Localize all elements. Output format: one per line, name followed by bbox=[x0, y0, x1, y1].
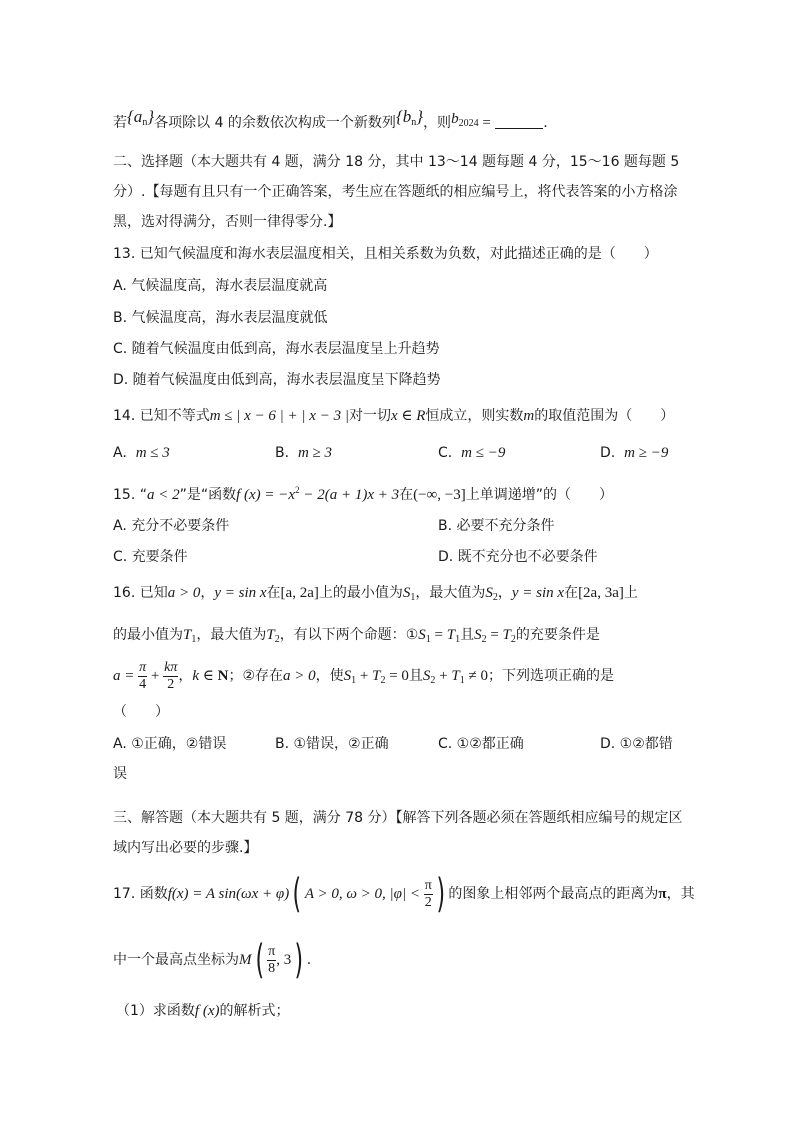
q16-l1a: 16. 已知 bbox=[113, 585, 168, 601]
q17-num: 17. 函数 bbox=[113, 886, 168, 902]
kpi-over-2 bbox=[163, 660, 178, 693]
q13-option-a[interactable]: A. 气候温度高，海水表层温度就高 bbox=[113, 278, 328, 294]
plus: + bbox=[435, 668, 452, 684]
q13-stem: 13. 已知气候温度和海水表层温度相关，且相关系数为负数，对此描述正确的是（ ） bbox=[113, 246, 658, 262]
frac-den: 4 bbox=[139, 676, 147, 692]
seq-b-brace: {b bbox=[395, 107, 412, 126]
t-sub1: 1 bbox=[459, 675, 465, 686]
s-sub2: 2 bbox=[481, 634, 487, 645]
t-sym: T bbox=[372, 668, 381, 684]
b-sub: 2024 bbox=[458, 118, 479, 129]
frac-den: 8 bbox=[268, 960, 276, 976]
q16-l1d: 上的最小值为 bbox=[318, 585, 403, 601]
and-2: 且 bbox=[408, 668, 423, 684]
q17-line1 bbox=[113, 872, 695, 916]
q16-line1 bbox=[113, 583, 638, 608]
left-paren: ( bbox=[292, 871, 302, 917]
section3-line2: 域内写出必要的步骤.】 bbox=[113, 840, 258, 856]
q12-equals: = bbox=[478, 115, 491, 131]
q15-tail: 上单调递增”的（ ） bbox=[465, 487, 613, 503]
q16-eq2 bbox=[474, 627, 516, 643]
q16-option-b[interactable]: B. ①错误，②正确 bbox=[275, 736, 389, 752]
s-sub1: 1 bbox=[425, 634, 431, 645]
q15-func2: − 2(a + 1)x + 3 bbox=[299, 487, 400, 503]
q16-interval1: [a, 2a] bbox=[280, 585, 319, 601]
q16-option-c[interactable]: C. ①②都正确 bbox=[438, 736, 524, 752]
q13-option-b[interactable]: B. 气候温度高，海水表层温度就低 bbox=[113, 310, 328, 326]
q15-interval: (−∞, −3] bbox=[413, 487, 466, 503]
section2-line2: 分）.【每题有且只有一个正确答案，考生应在答题纸的相应编号上，将代表答案的小方格涂 bbox=[113, 184, 678, 200]
q12-tail-line: 若$\{a_n\}$各项除以 4 的余数依次构成一个新数列$\{b_n\}$，则$b_{2024}$ = . bbox=[113, 107, 548, 131]
and-1: 且 bbox=[460, 627, 475, 643]
q14-m: m bbox=[523, 408, 535, 424]
q14-option-b[interactable] bbox=[275, 443, 332, 463]
s-sym: S bbox=[474, 627, 482, 643]
s-sym: S bbox=[402, 585, 411, 601]
q14-num: 14. 已知不等式 bbox=[113, 408, 210, 424]
q12-prefix: 若 bbox=[113, 115, 127, 131]
q15-option-a[interactable]: A. 充分不必要条件 bbox=[113, 518, 230, 534]
q16-l1b: ， bbox=[200, 585, 215, 601]
q16-S1 bbox=[403, 585, 416, 601]
q16-option-a[interactable]: A. ①正确，②错误 bbox=[113, 736, 227, 752]
q16-T1 bbox=[183, 627, 196, 643]
pi-over-4 bbox=[138, 660, 147, 693]
t-sym: T bbox=[183, 627, 192, 643]
q16-sum1 bbox=[344, 668, 409, 684]
q16-option-d[interactable]: D. ①②都错 bbox=[600, 736, 673, 752]
circled-2: ② bbox=[242, 668, 256, 684]
q14-tail2: 的取值范围为（ ） bbox=[534, 408, 675, 424]
frac-num: π bbox=[139, 659, 147, 675]
q17-period: . bbox=[306, 952, 312, 968]
frac-num: kπ bbox=[164, 659, 178, 675]
t-sub2: 2 bbox=[274, 634, 280, 645]
point-m: M bbox=[239, 952, 252, 968]
right-paren: ) bbox=[294, 937, 304, 983]
q14-d-value: m ≥ −9 bbox=[624, 445, 669, 461]
q16-l2d: 的充要条件是 bbox=[515, 627, 600, 643]
eq-zero: = 0 bbox=[385, 668, 409, 684]
q16-a-gt0: a > 0 bbox=[167, 585, 201, 601]
s-sym: S bbox=[343, 668, 352, 684]
b-symbol: b bbox=[451, 111, 459, 127]
plus: + bbox=[147, 668, 164, 684]
q14-b-value: m ≥ 3 bbox=[297, 445, 333, 461]
q14-option-d[interactable] bbox=[600, 443, 668, 463]
q15-num: 15. “ bbox=[113, 487, 147, 503]
q16-l1h: 上 bbox=[623, 585, 638, 601]
q14-cond: x ∈ R bbox=[390, 408, 426, 424]
section2-line3: 黑，选对得满分，否则一律得零分.】 bbox=[113, 214, 342, 230]
seq-b bbox=[396, 107, 423, 126]
q15-square: 2 bbox=[295, 485, 300, 495]
q16-T2 bbox=[266, 627, 279, 643]
s-sym: S bbox=[422, 668, 431, 684]
q16-l1c: 在 bbox=[266, 585, 281, 601]
q16-l2b: ，最大值为 bbox=[196, 627, 267, 643]
q15-func: f (x) = −x bbox=[236, 487, 296, 503]
q14-mid: 对一切 bbox=[348, 408, 391, 424]
natural-numbers: N bbox=[217, 668, 229, 684]
q17-line2 bbox=[113, 938, 311, 982]
q14-a-value: m ≤ 3 bbox=[135, 445, 170, 461]
q16-eq1 bbox=[418, 627, 460, 643]
answer-blank[interactable] bbox=[495, 116, 543, 129]
q14-inequality: m ≤ | x − 6 | + | x − 3 | bbox=[209, 408, 349, 424]
q14-option-a[interactable] bbox=[113, 443, 170, 463]
seq-a-brace: {a bbox=[127, 107, 143, 126]
seq-a bbox=[127, 107, 154, 126]
q17-pi: π bbox=[658, 886, 667, 902]
q16-sum2 bbox=[423, 668, 488, 684]
s-sub2: 2 bbox=[430, 675, 436, 686]
right-paren: ) bbox=[436, 871, 445, 917]
q14-tail1: 恒成立，则实数 bbox=[425, 408, 524, 424]
t-sym: T bbox=[266, 627, 275, 643]
q16-S2 bbox=[485, 585, 498, 601]
seq-a-sub: n bbox=[142, 117, 148, 128]
exist: 存在 bbox=[255, 668, 284, 684]
q17-func: f(x) = A sin(ωx + φ) bbox=[167, 886, 290, 902]
t-sub2: 2 bbox=[510, 634, 516, 645]
s-sub1: 1 bbox=[410, 592, 416, 603]
eq: = bbox=[486, 627, 503, 643]
q15-option-b[interactable]: B. 必要不充分条件 bbox=[438, 518, 555, 534]
q16-line3 bbox=[113, 658, 614, 699]
q15-mid2: 在 bbox=[399, 487, 414, 503]
q17-tail: 的图象上相邻两个最高点的距离为 bbox=[448, 886, 659, 902]
k-in: k ∈ bbox=[192, 668, 218, 684]
s-sub2: 2 bbox=[492, 592, 498, 603]
q17-line2-text: 中一个最高点坐标为 bbox=[113, 952, 239, 968]
pi-over-8 bbox=[267, 944, 276, 977]
q17-part1-label: （1）求函数 bbox=[116, 1003, 195, 1019]
t-sym: T bbox=[451, 668, 460, 684]
seq-a-end: } bbox=[147, 107, 155, 126]
q14-stem bbox=[113, 406, 674, 426]
q14-a-label: A. bbox=[113, 445, 127, 461]
comma: ， bbox=[178, 668, 193, 684]
plus: + bbox=[356, 668, 373, 684]
q13-option-d[interactable]: D. 随着气候温度由低到高，海水表层温度呈下降趋势 bbox=[113, 372, 441, 388]
q14-option-c[interactable] bbox=[438, 443, 505, 463]
t-sub2: 2 bbox=[380, 675, 386, 686]
q17-comma: ，其 bbox=[666, 886, 695, 902]
b2024 bbox=[451, 111, 479, 127]
s-sub1: 1 bbox=[351, 675, 357, 686]
frac-num: π bbox=[268, 943, 276, 959]
q16-l1f: ， bbox=[497, 585, 512, 601]
left-paren: ( bbox=[255, 937, 264, 983]
q16-line2 bbox=[113, 625, 600, 650]
coord-y: , 3 bbox=[276, 952, 292, 968]
q16-l3-tail: ；下列选项正确的是 bbox=[487, 668, 614, 684]
a-eq: a = bbox=[113, 668, 139, 684]
circled-1: ① bbox=[405, 627, 419, 643]
q12-middle: 各项除以 4 的余数依次构成一个新数列 bbox=[154, 115, 396, 131]
section2-line1: 二、选择题（本大题共有 4 题，满分 18 分，其中 13～14 题每题 4 分，15～16 题每题 5 bbox=[113, 154, 680, 170]
q12-then: ，则 bbox=[423, 115, 452, 131]
seq-b-end: } bbox=[416, 107, 424, 126]
q17-fx: f (x) bbox=[194, 1003, 220, 1019]
q16-ysin-2: y = sin x bbox=[511, 585, 565, 601]
q16-option-d-wrap: 误 bbox=[113, 766, 127, 782]
q16-l1e: ，最大值为 bbox=[415, 585, 486, 601]
frac-den: 2 bbox=[424, 894, 432, 910]
q16-paren: （ ） bbox=[113, 704, 169, 720]
q17-part1-tail: 的解析式； bbox=[219, 1003, 290, 1019]
t-sub1: 1 bbox=[455, 634, 461, 645]
q15-option-d[interactable]: D. 既不充分也不必要条件 bbox=[438, 549, 598, 565]
q17-cond: A > 0, ω > 0, |φ| < bbox=[304, 886, 424, 902]
t-sym: T bbox=[502, 627, 511, 643]
ne-zero: ≠ 0 bbox=[464, 668, 488, 684]
frac-num: π bbox=[424, 877, 432, 893]
q14-c-label: C. bbox=[438, 445, 453, 461]
q13-option-c[interactable]: C. 随着气候温度由低到高，海水表层温度呈上升趋势 bbox=[113, 341, 440, 357]
q15-option-c[interactable]: C. 充要条件 bbox=[113, 549, 188, 565]
frac-den: 2 bbox=[167, 676, 175, 692]
q15-mid1: ”是“函数 bbox=[179, 487, 237, 503]
q16-interval2: [2a, 3a] bbox=[578, 585, 624, 601]
s-sym: S bbox=[485, 585, 493, 601]
semicolon: ； bbox=[228, 668, 243, 684]
pi-over-2 bbox=[424, 878, 433, 911]
q14-d-label: D. bbox=[600, 445, 616, 461]
section3-line1: 三、解答题（本大题共有 5 题，满分 78 分）【解答下列各题必须在答题纸相应编号的规定区 bbox=[113, 810, 683, 826]
make: ，使 bbox=[315, 668, 344, 684]
t-sub1: 1 bbox=[191, 634, 197, 645]
s-sym: S bbox=[418, 627, 426, 643]
q16-l2a: 的最小值为 bbox=[113, 627, 183, 643]
q16-a-gt0-2: a > 0 bbox=[283, 668, 316, 684]
q14-b-label: B. bbox=[275, 445, 290, 461]
q16-l1g: 在 bbox=[564, 585, 579, 601]
q14-c-value: m ≤ −9 bbox=[461, 445, 506, 461]
q17-part1 bbox=[116, 1001, 290, 1021]
eq: = bbox=[430, 627, 447, 643]
t-sym: T bbox=[446, 627, 456, 643]
q16-l2c: ，有以下两个命题： bbox=[279, 627, 406, 643]
q15-cond: a < 2 bbox=[146, 487, 180, 503]
q15-stem bbox=[113, 480, 613, 505]
seq-b-sub: n bbox=[411, 117, 417, 128]
q16-ysin-1: y = sin x bbox=[214, 585, 267, 601]
